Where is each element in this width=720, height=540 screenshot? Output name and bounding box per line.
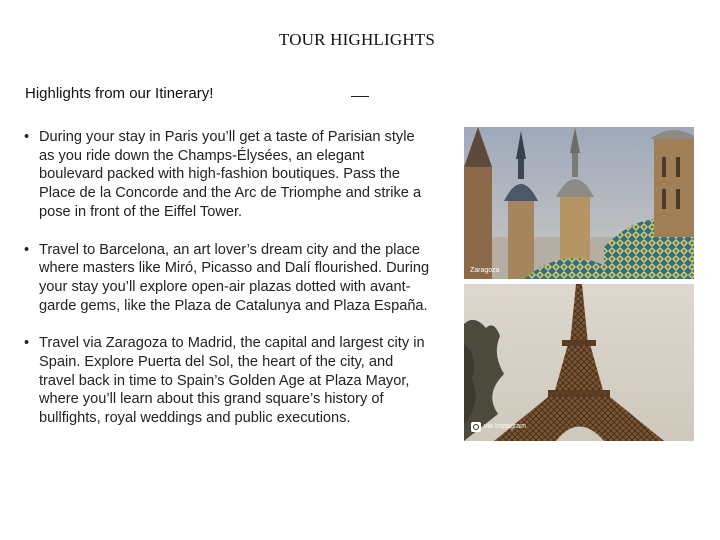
zaragoza-basilica-photo <box>464 127 694 279</box>
list-item <box>24 128 432 222</box>
bullet-marker: • <box>24 335 30 352</box>
list-item <box>24 241 432 316</box>
highlights-list <box>24 128 432 447</box>
slide-subtitle: Highlights from our Itinerary! <box>25 85 214 102</box>
instagram-icon <box>471 422 481 432</box>
eiffel-tower-photo <box>464 284 694 441</box>
bullet-marker: • <box>24 241 30 258</box>
slide-title: TOUR HIGHLIGHTS <box>278 30 436 49</box>
list-item-text: Travel via Zaragoza to Madrid, the capital and largest city in Spain. Explore Puerta del Sol, the heart of the city, and travel back in time to Spain’s Golden Age at Plaza Mayor, where you’ll learn about this grand square’s history of bullfights, royal weddings and public executions. <box>39 335 425 427</box>
list-item-text: During your stay in Paris you’ll get a taste of Parisian style as you ride down the Champs-Élysées, an elegant boulevard packed with high-fashion boutiques. Pass the Place de la Concorde and the Arc de Triomphe and strike a pose in front of the Eiffel Tower. <box>39 129 422 220</box>
divider-dash <box>351 96 369 97</box>
zaragoza-basilica-illustration <box>464 127 694 279</box>
list-item <box>24 334 432 428</box>
paris-caption: via Instagram <box>484 423 527 430</box>
bullet-marker: • <box>24 129 30 145</box>
zaragoza-caption: Zaragoza <box>470 267 500 274</box>
eiffel-tower-illustration <box>464 284 694 441</box>
list-item-text: Travel to Barcelona, an art lover’s dream city and the place where masters like Miró, Picasso and Dalí flourished. During your stay you’ll explore open-air plazas dotted with avant-garde gems, like the Plaza de Catalunya and Plaza España. <box>39 241 430 314</box>
